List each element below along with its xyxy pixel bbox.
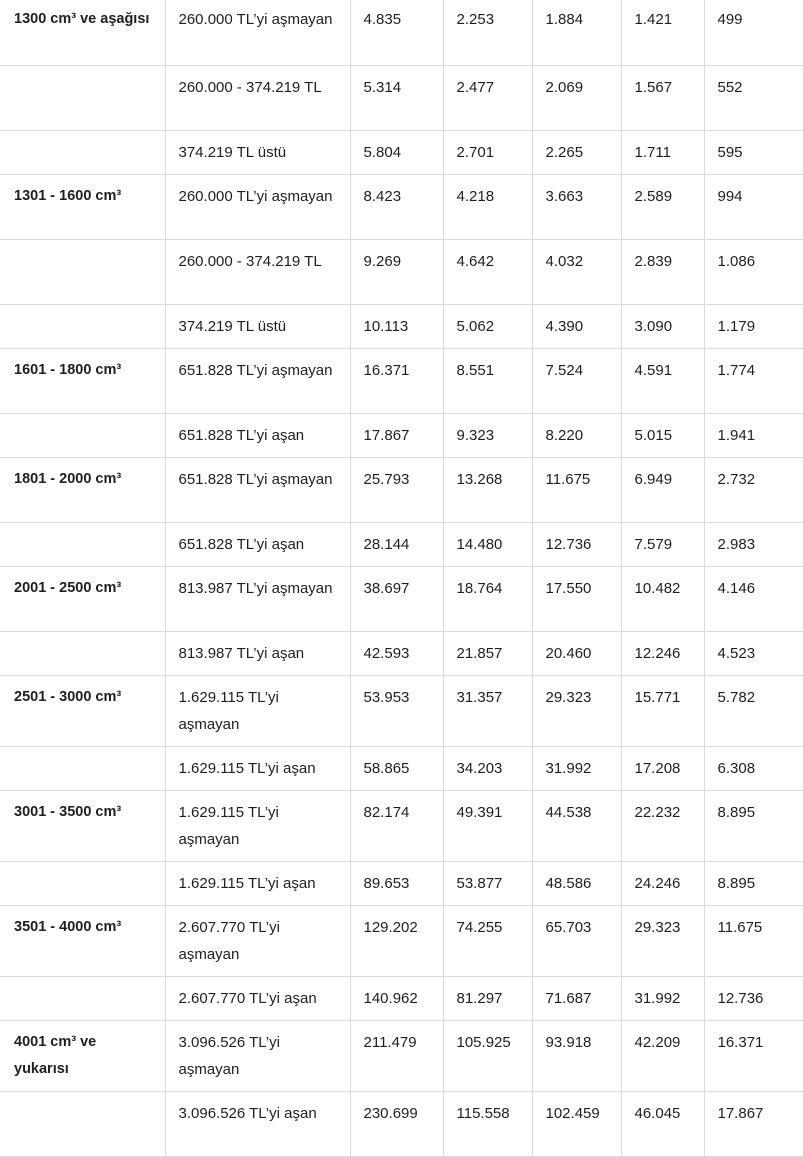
tax-amount-cell: 71.687 — [532, 976, 621, 1020]
tax-amount-cell: 4.390 — [532, 304, 621, 348]
tax-amount-cell: 552 — [704, 65, 803, 130]
table-row — [0, 675, 803, 746]
tax-amount-cell: 89.653 — [350, 861, 443, 905]
tax-amount-cell: 12.736 — [704, 976, 803, 1020]
value-range-cell: 2.607.770 TL’yi aşmayan — [165, 905, 350, 976]
table-row — [0, 522, 803, 566]
tax-amount-cell: 31.357 — [443, 675, 532, 746]
tax-amount-cell: 2.265 — [532, 130, 621, 174]
tax-amount-cell: 22.232 — [621, 790, 704, 861]
table-row — [0, 746, 803, 790]
tax-amount-cell: 3.090 — [621, 304, 704, 348]
table-row — [0, 174, 803, 239]
tax-amount-cell: 24.246 — [621, 861, 704, 905]
tax-amount-cell: 44.538 — [532, 790, 621, 861]
tax-amount-cell: 4.032 — [532, 239, 621, 304]
tax-amount-cell: 12.246 — [621, 631, 704, 675]
tax-amount-cell: 4.523 — [704, 631, 803, 675]
tax-amount-cell: 17.867 — [350, 413, 443, 457]
tax-amount-cell: 1.179 — [704, 304, 803, 348]
tax-amount-cell: 5.804 — [350, 130, 443, 174]
table-row — [0, 239, 803, 304]
tax-amount-cell: 53.877 — [443, 861, 532, 905]
tax-amount-cell: 7.524 — [532, 348, 621, 413]
tax-amount-cell: 2.589 — [621, 174, 704, 239]
tax-amount-cell: 1.884 — [532, 0, 621, 65]
tax-amount-cell: 9.269 — [350, 239, 443, 304]
value-range-cell: 3.096.526 TL’yi aşan — [165, 1091, 350, 1156]
engine-volume-cell — [0, 130, 165, 174]
value-range-cell: 651.828 TL’yi aşan — [165, 522, 350, 566]
table-row — [0, 1020, 803, 1091]
tax-amount-cell: 31.992 — [532, 746, 621, 790]
engine-volume-cell — [0, 65, 165, 130]
engine-volume-cell: 4001 cm³ ve yukarısı — [0, 1020, 165, 1091]
engine-volume-cell: 1601 - 1800 cm³ — [0, 348, 165, 413]
tax-amount-cell: 9.323 — [443, 413, 532, 457]
tax-amount-cell: 2.477 — [443, 65, 532, 130]
tax-amount-cell: 65.703 — [532, 905, 621, 976]
value-range-cell: 813.987 TL’yi aşan — [165, 631, 350, 675]
tax-amount-cell: 105.925 — [443, 1020, 532, 1091]
engine-volume-cell: 3001 - 3500 cm³ — [0, 790, 165, 861]
tax-amount-cell: 15.771 — [621, 675, 704, 746]
value-range-cell: 374.219 TL üstü — [165, 304, 350, 348]
value-range-cell: 260.000 TL’yi aşmayan — [165, 174, 350, 239]
tax-amount-cell: 74.255 — [443, 905, 532, 976]
tax-amount-cell: 230.699 — [350, 1091, 443, 1156]
table-row — [0, 457, 803, 522]
table-row — [0, 130, 803, 174]
tax-amount-cell: 48.586 — [532, 861, 621, 905]
table-row — [0, 413, 803, 457]
tax-amount-cell: 8.895 — [704, 790, 803, 861]
tax-amount-cell: 1.941 — [704, 413, 803, 457]
tax-amount-cell: 25.793 — [350, 457, 443, 522]
tax-amount-cell: 21.857 — [443, 631, 532, 675]
tax-amount-cell: 14.480 — [443, 522, 532, 566]
tax-amount-cell: 5.314 — [350, 65, 443, 130]
value-range-cell: 651.828 TL’yi aşmayan — [165, 348, 350, 413]
tax-amount-cell: 994 — [704, 174, 803, 239]
tax-amount-cell: 49.391 — [443, 790, 532, 861]
value-range-cell: 1.629.115 TL’yi aşan — [165, 746, 350, 790]
value-range-cell: 813.987 TL’yi aşmayan — [165, 566, 350, 631]
value-range-cell: 260.000 - 374.219 TL — [165, 239, 350, 304]
value-range-cell: 1.629.115 TL’yi aşmayan — [165, 675, 350, 746]
tax-amount-cell: 29.323 — [621, 905, 704, 976]
tax-amount-cell: 10.113 — [350, 304, 443, 348]
table-row — [0, 65, 803, 130]
tax-amount-cell: 1.086 — [704, 239, 803, 304]
engine-volume-cell — [0, 239, 165, 304]
value-range-cell: 651.828 TL’yi aşmayan — [165, 457, 350, 522]
table-row — [0, 905, 803, 976]
tax-amount-cell: 5.015 — [621, 413, 704, 457]
tax-amount-cell: 129.202 — [350, 905, 443, 976]
table-row — [0, 631, 803, 675]
tax-amount-cell: 5.062 — [443, 304, 532, 348]
tax-amount-cell: 81.297 — [443, 976, 532, 1020]
engine-volume-cell — [0, 861, 165, 905]
table-row — [0, 861, 803, 905]
table-row — [0, 0, 803, 65]
tax-amount-cell: 4.835 — [350, 0, 443, 65]
tax-amount-cell: 140.962 — [350, 976, 443, 1020]
tax-amount-cell: 29.323 — [532, 675, 621, 746]
tax-amount-cell: 42.209 — [621, 1020, 704, 1091]
table-row — [0, 348, 803, 413]
value-range-cell: 374.219 TL üstü — [165, 130, 350, 174]
value-range-cell: 2.607.770 TL’yi aşan — [165, 976, 350, 1020]
tax-amount-cell: 38.697 — [350, 566, 443, 631]
engine-volume-cell: 1301 - 1600 cm³ — [0, 174, 165, 239]
tax-amount-cell: 42.593 — [350, 631, 443, 675]
tax-amount-cell: 2.839 — [621, 239, 704, 304]
tax-amount-cell: 6.308 — [704, 746, 803, 790]
tax-amount-cell: 16.371 — [350, 348, 443, 413]
tax-amount-cell: 11.675 — [704, 905, 803, 976]
tax-amount-cell: 499 — [704, 0, 803, 65]
table-row — [0, 976, 803, 1020]
tax-amount-cell: 4.642 — [443, 239, 532, 304]
tax-amount-cell: 4.146 — [704, 566, 803, 631]
tax-amount-cell: 2.983 — [704, 522, 803, 566]
engine-volume-cell: 1300 cm³ ve aşağısı — [0, 0, 165, 65]
engine-volume-cell: 1801 - 2000 cm³ — [0, 457, 165, 522]
tax-amount-cell: 595 — [704, 130, 803, 174]
tax-amount-cell: 1.421 — [621, 0, 704, 65]
tax-amount-cell: 211.479 — [350, 1020, 443, 1091]
value-range-cell: 1.629.115 TL’yi aşan — [165, 861, 350, 905]
tax-amount-cell: 8.895 — [704, 861, 803, 905]
engine-volume-cell: 2501 - 3000 cm³ — [0, 675, 165, 746]
tax-amount-cell: 4.218 — [443, 174, 532, 239]
value-range-cell: 1.629.115 TL’yi aşmayan — [165, 790, 350, 861]
tax-amount-cell: 115.558 — [443, 1091, 532, 1156]
table-row — [0, 790, 803, 861]
engine-volume-cell — [0, 976, 165, 1020]
value-range-cell: 3.096.526 TL’yi aşmayan — [165, 1020, 350, 1091]
tax-amount-cell: 10.482 — [621, 566, 704, 631]
tax-amount-cell: 1.711 — [621, 130, 704, 174]
tax-amount-cell: 2.732 — [704, 457, 803, 522]
tax-amount-cell: 82.174 — [350, 790, 443, 861]
engine-volume-cell: 2001 - 2500 cm³ — [0, 566, 165, 631]
engine-volume-cell — [0, 304, 165, 348]
value-range-cell: 651.828 TL’yi aşan — [165, 413, 350, 457]
engine-volume-cell — [0, 413, 165, 457]
tax-amount-cell: 11.675 — [532, 457, 621, 522]
engine-volume-cell — [0, 522, 165, 566]
tax-amount-cell: 31.992 — [621, 976, 704, 1020]
tax-amount-cell: 58.865 — [350, 746, 443, 790]
tax-amount-cell: 17.867 — [704, 1091, 803, 1156]
tax-amount-cell: 13.268 — [443, 457, 532, 522]
tax-amount-cell: 16.371 — [704, 1020, 803, 1091]
tax-amount-cell: 28.144 — [350, 522, 443, 566]
table-row — [0, 566, 803, 631]
engine-volume-cell — [0, 631, 165, 675]
tax-amount-cell: 8.551 — [443, 348, 532, 413]
tax-amount-cell: 8.423 — [350, 174, 443, 239]
tax-amount-cell: 53.953 — [350, 675, 443, 746]
tax-amount-cell: 8.220 — [532, 413, 621, 457]
tax-amount-cell: 12.736 — [532, 522, 621, 566]
table-row — [0, 304, 803, 348]
tax-amount-cell: 2.069 — [532, 65, 621, 130]
tax-amount-cell: 7.579 — [621, 522, 704, 566]
tax-amount-cell: 20.460 — [532, 631, 621, 675]
value-range-cell: 260.000 TL’yi aşmayan — [165, 0, 350, 65]
tax-amount-cell: 17.208 — [621, 746, 704, 790]
tax-amount-cell: 17.550 — [532, 566, 621, 631]
tax-amount-cell: 6.949 — [621, 457, 704, 522]
engine-volume-cell — [0, 746, 165, 790]
engine-volume-cell — [0, 1091, 165, 1156]
tax-amount-cell: 34.203 — [443, 746, 532, 790]
table-row — [0, 1091, 803, 1156]
tax-amount-cell: 2.253 — [443, 0, 532, 65]
tax-amount-cell: 2.701 — [443, 130, 532, 174]
engine-volume-cell: 3501 - 4000 cm³ — [0, 905, 165, 976]
tax-amount-cell: 1.774 — [704, 348, 803, 413]
tax-amount-cell: 18.764 — [443, 566, 532, 631]
tax-amount-cell: 5.782 — [704, 675, 803, 746]
tax-amount-cell: 1.567 — [621, 65, 704, 130]
tax-amount-cell: 3.663 — [532, 174, 621, 239]
tax-amount-cell: 102.459 — [532, 1091, 621, 1156]
value-range-cell: 260.000 - 374.219 TL — [165, 65, 350, 130]
tax-amount-cell: 46.045 — [621, 1091, 704, 1156]
tax-amount-cell: 4.591 — [621, 348, 704, 413]
tax-amount-cell: 93.918 — [532, 1020, 621, 1091]
